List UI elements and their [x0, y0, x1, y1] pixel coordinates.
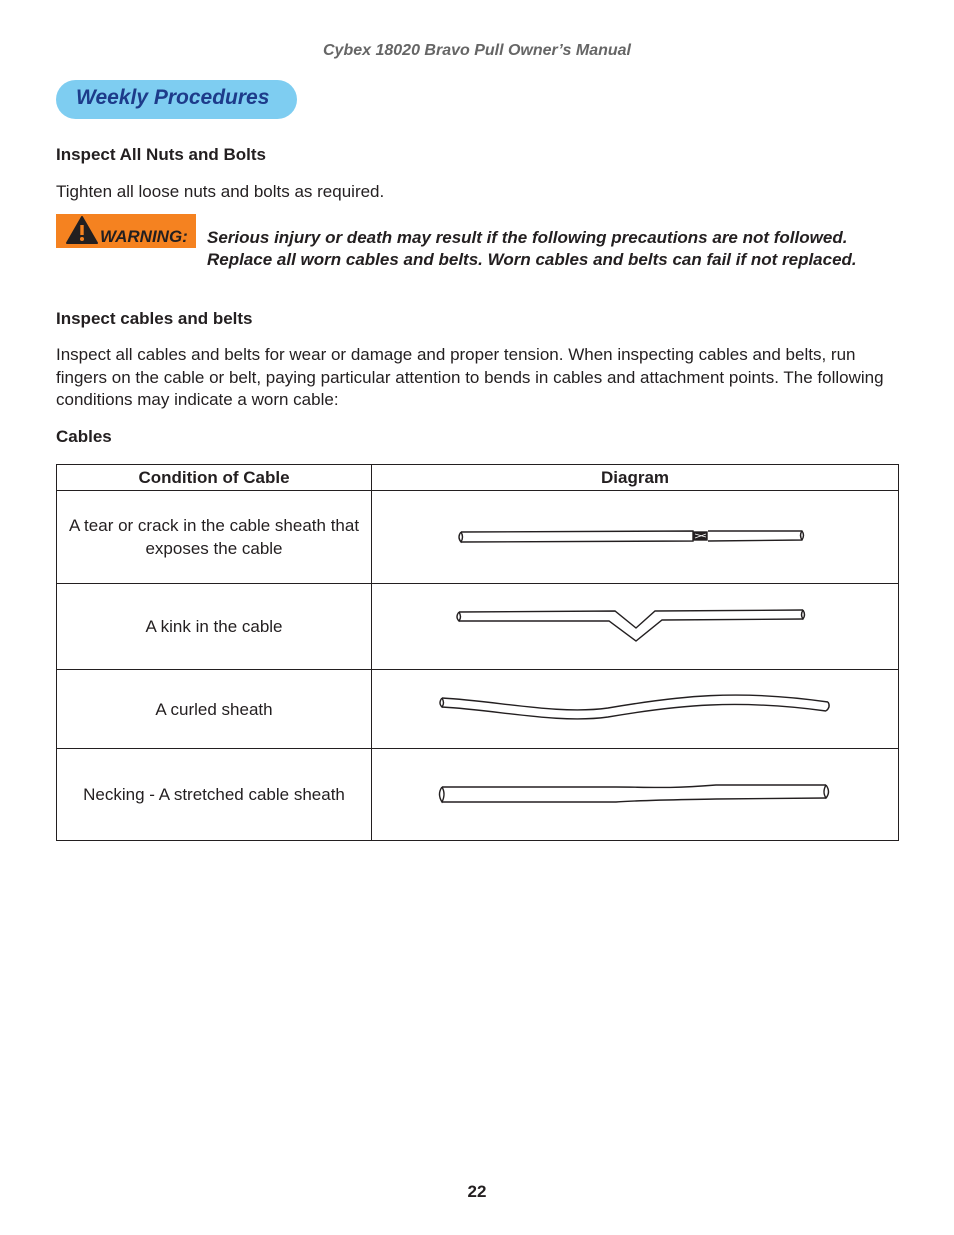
condition-cell: Necking - A stretched cable sheath: [57, 749, 372, 841]
condition-cell: A kink in the cable: [57, 584, 372, 670]
manual-header-title: Cybex 18020 Bravo Pull Owner’s Manual: [323, 42, 631, 59]
necked-cable-diagram: [436, 781, 834, 809]
diagram-cell: [372, 749, 899, 841]
curled-cable-diagram: [438, 689, 832, 729]
diagram-cell: [372, 491, 899, 584]
table-row: [57, 670, 899, 749]
column-header-condition: Condition of Cable: [57, 465, 372, 491]
table-row: [57, 491, 899, 584]
warning-triangle-icon: [65, 215, 99, 245]
cables-heading: Cables: [56, 427, 112, 446]
nuts-bolts-heading: Inspect All Nuts and Bolts: [56, 145, 267, 164]
table-row: [57, 584, 899, 670]
condition-cell: A curled sheath: [57, 670, 372, 749]
warning-badge: [56, 214, 196, 248]
cables-belts-heading: Inspect cables and belts: [56, 309, 253, 328]
condition-cell: A tear or crack in the cable sheath that exposes the cable: [57, 491, 372, 584]
cables-belts-text: Inspect all cables and belts for wear or damage and proper tension. When inspecting cables and belts, run fingers on the cable or belt, paying particular attention to bends in cables and attachment points. The following conditions may indicate a worn cable:: [56, 345, 884, 409]
nuts-bolts-text: Tighten all loose nuts and bolts as required.: [56, 182, 385, 201]
warning-text: Serious injury or death may result if the following precautions are not followed. Replace all worn cables and belts. Worn cables and belts can fail if not replaced.: [207, 228, 857, 269]
diagram-cell: [372, 670, 899, 749]
diagram-cell: [372, 584, 899, 670]
page-number: 22: [467, 1182, 487, 1201]
warning-label: WARNING:: [100, 227, 188, 246]
column-header-diagram: Diagram: [372, 465, 899, 491]
kinked-cable-diagram: [455, 607, 815, 647]
table-header-row: [57, 465, 899, 491]
section-title-pill: [56, 80, 297, 119]
torn-cable-diagram: [455, 525, 815, 549]
section-title: Weekly Procedures: [76, 86, 270, 109]
cable-conditions-table: [56, 464, 899, 841]
table-row: [57, 749, 899, 841]
